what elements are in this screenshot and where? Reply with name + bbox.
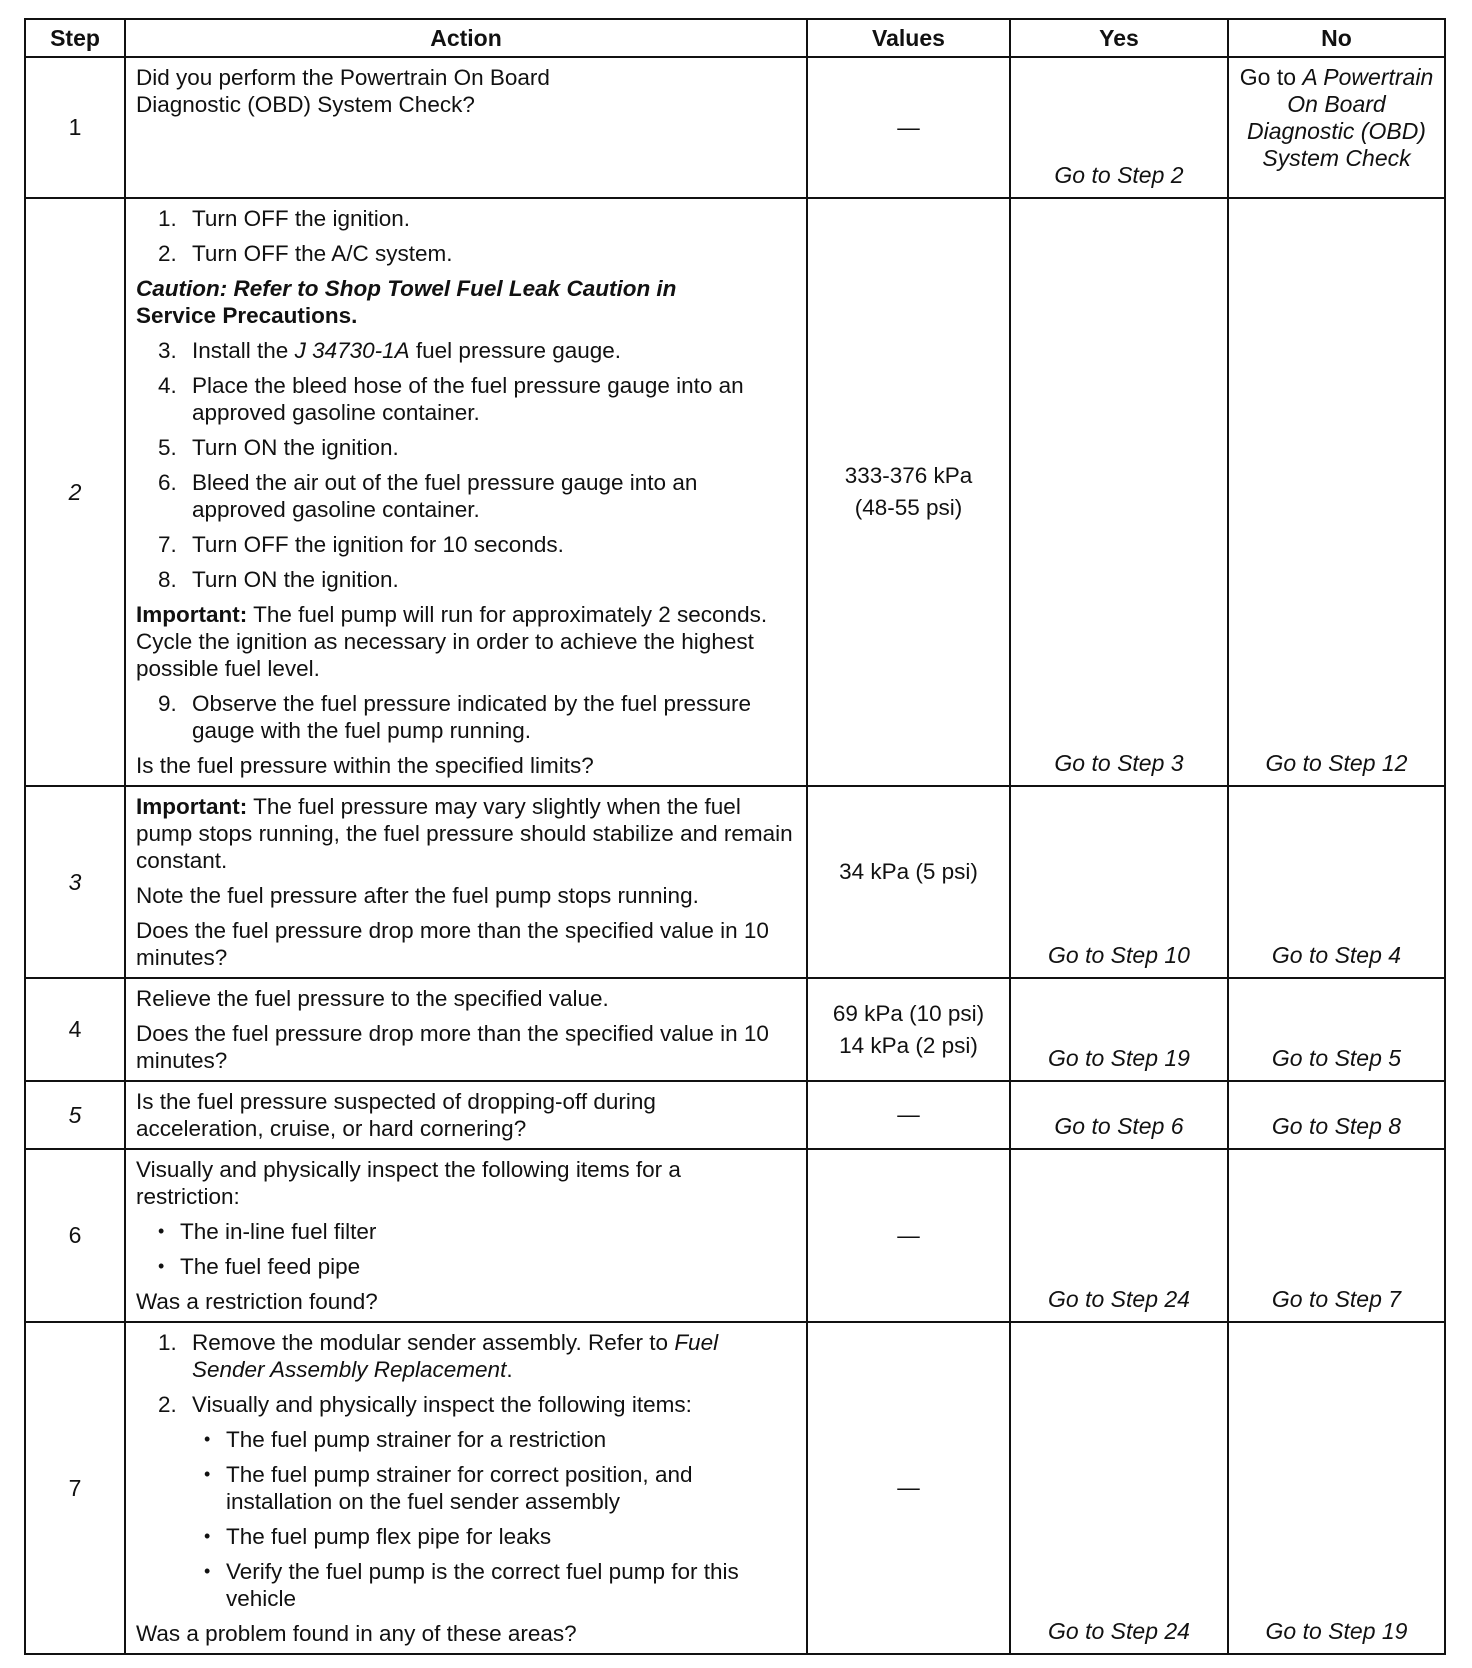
yes-link[interactable]: Go to Step 10: [1010, 786, 1228, 978]
list-item: 2. Visually and physically inspect the following items:: [158, 1392, 692, 1417]
no-prefix: Go to: [1239, 64, 1303, 90]
list-item: 2. Turn OFF the A/C system.: [158, 241, 453, 266]
yes-link[interactable]: Go to Step 6: [1010, 1081, 1228, 1149]
diagnostic-table: [24, 18, 1446, 1655]
action-cell: [125, 978, 807, 1081]
value-dash: —: [897, 114, 920, 140]
action-cell: [125, 1322, 807, 1654]
table-row: [25, 1149, 1445, 1322]
action-text: Did you perform the Powertrain On Board Diagnostic (OBD) System Check?: [136, 65, 550, 117]
list-item: • The in-line fuel filter: [158, 1219, 377, 1244]
caution-note: Caution: Refer to Shop Towel Fuel Leak Caution in Service Precautions.: [136, 276, 677, 328]
yes-link[interactable]: Go to Step 19: [1010, 978, 1228, 1081]
yes-link[interactable]: Go to Step 2: [1010, 57, 1228, 198]
values-cell: [807, 1322, 1010, 1654]
step-number: 6: [25, 1149, 125, 1322]
value-line: 14 kPa (2 psi): [839, 1032, 978, 1058]
list-item: 8. Turn ON the ignition.: [158, 567, 399, 592]
list-item: • The fuel pump strainer for correct position, and installation on the fuel sender assembly: [204, 1462, 693, 1514]
header-step: Step: [25, 19, 125, 57]
list-item: • The fuel pump flex pipe for leaks: [204, 1524, 552, 1549]
value-line: (48-55 psi): [854, 495, 963, 520]
list-item: • The fuel feed pipe: [158, 1254, 361, 1279]
header-values: Values: [807, 19, 1010, 57]
no-link[interactable]: Go to Step 5: [1228, 978, 1445, 1081]
table-row: [25, 978, 1445, 1081]
bullet-icon: •: [204, 1561, 211, 1581]
question-text: Was a restriction found?: [136, 1289, 378, 1314]
no-link-title: A Powertrain On Board Diagnostic (OBD) System Check: [1247, 64, 1434, 171]
question-text: Was a problem found in any of these areas?: [136, 1621, 577, 1646]
no-link[interactable]: Go to Step 8: [1228, 1081, 1445, 1149]
header-no: No: [1228, 19, 1445, 57]
yes-link[interactable]: Go to Step 3: [1010, 198, 1228, 786]
no-link[interactable]: Go to Step 7: [1228, 1149, 1445, 1322]
step-number: 1: [25, 57, 125, 198]
bullet-icon: •: [158, 1256, 165, 1276]
reference-link[interactable]: Fuel Sender Assembly Replacement: [192, 1330, 719, 1382]
list-item: 1. Remove the modular sender assembly. Refer to Fuel Sender Assembly Replacement.: [158, 1330, 719, 1382]
list-item: 4. Place the bleed hose of the fuel pressure gauge into an approved gasoline container.: [158, 373, 744, 425]
bullet-icon: •: [204, 1464, 211, 1484]
table-row: [25, 57, 1445, 198]
table-row: [25, 1081, 1445, 1149]
yes-link[interactable]: Go to Step 24: [1010, 1322, 1228, 1654]
note-text: Note the fuel pressure after the fuel pump stops running.: [136, 883, 699, 908]
action-text: Relieve the fuel pressure to the specified value.: [136, 986, 609, 1011]
bullet-icon: •: [204, 1429, 211, 1449]
values-cell: [807, 978, 1010, 1081]
list-item: 1. Turn OFF the ignition.: [158, 206, 411, 231]
action-cell: [125, 57, 807, 198]
values-cell: [807, 1149, 1010, 1322]
important-note: Important: The fuel pump will run for approximately 2 seconds. Cycle the ignition as necessary in order to achieve the highest possible fuel level.: [136, 602, 768, 681]
no-link[interactable]: Go to Step 19: [1228, 1322, 1445, 1654]
values-cell: [807, 57, 1010, 198]
table-row: [25, 1322, 1445, 1654]
list-item: 7. Turn OFF the ignition for 10 seconds.: [158, 532, 564, 557]
list-item: • The fuel pump strainer for a restriction: [204, 1427, 607, 1452]
value-line: 333-376 kPa: [844, 463, 973, 488]
values-cell: [807, 786, 1010, 978]
question-text: Does the fuel pressure drop more than the specified value in 10 minutes?: [136, 1021, 769, 1073]
question-text: Does the fuel pressure drop more than the specified value in 10 minutes?: [136, 918, 769, 970]
bullet-icon: •: [158, 1221, 165, 1241]
header-row: [25, 19, 1445, 57]
bullet-icon: •: [204, 1526, 211, 1546]
value-line: 69 kPa (10 psi): [832, 1000, 985, 1026]
list-item: 3. Install the J 34730-1A fuel pressure gauge.: [158, 338, 622, 363]
action-cell: [125, 1149, 807, 1322]
question-text: Is the fuel pressure within the specified limits?: [136, 753, 594, 778]
step-number: 7: [25, 1322, 125, 1654]
no-link[interactable]: Go to Step 12: [1228, 198, 1445, 786]
intro-text: Visually and physically inspect the following items for a restriction:: [136, 1157, 681, 1209]
action-cell: [125, 1081, 807, 1149]
table-row: [25, 198, 1445, 786]
values-cell: [807, 198, 1010, 786]
value-line: 34 kPa (5 psi): [839, 859, 978, 884]
no-link[interactable]: [1228, 57, 1445, 198]
no-link[interactable]: Go to Step 4: [1228, 786, 1445, 978]
step-number: 5: [25, 1081, 125, 1149]
question-text: Is the fuel pressure suspected of dropping-off during acceleration, cruise, or hard cornering?: [136, 1089, 656, 1141]
action-cell: [125, 786, 807, 978]
value-dash: —: [897, 1222, 920, 1248]
list-item: 5. Turn ON the ignition.: [158, 435, 399, 460]
values-cell: [807, 1081, 1010, 1149]
step-number: 4: [25, 978, 125, 1081]
list-item: 6. Bleed the air out of the fuel pressure gauge into an approved gasoline container.: [158, 470, 698, 522]
action-cell: [125, 198, 807, 786]
value-dash: —: [897, 1102, 920, 1127]
important-note: Important: The fuel pressure may vary slightly when the fuel pump stops running, the fuel pressure should stabilize and remain constant.: [136, 794, 793, 873]
value-dash: —: [897, 1475, 920, 1500]
yes-link[interactable]: Go to Step 24: [1010, 1149, 1228, 1322]
header-yes: Yes: [1010, 19, 1228, 57]
list-item: 9. Observe the fuel pressure indicated by the fuel pressure gauge with the fuel pump running.: [158, 691, 752, 743]
table-row: [25, 786, 1445, 978]
tool-reference: J 34730-1A: [294, 338, 410, 363]
list-item: • Verify the fuel pump is the correct fuel pump for this vehicle: [204, 1559, 739, 1611]
step-number: 2: [25, 198, 125, 786]
step-number: 3: [25, 786, 125, 978]
header-action: Action: [125, 19, 807, 57]
